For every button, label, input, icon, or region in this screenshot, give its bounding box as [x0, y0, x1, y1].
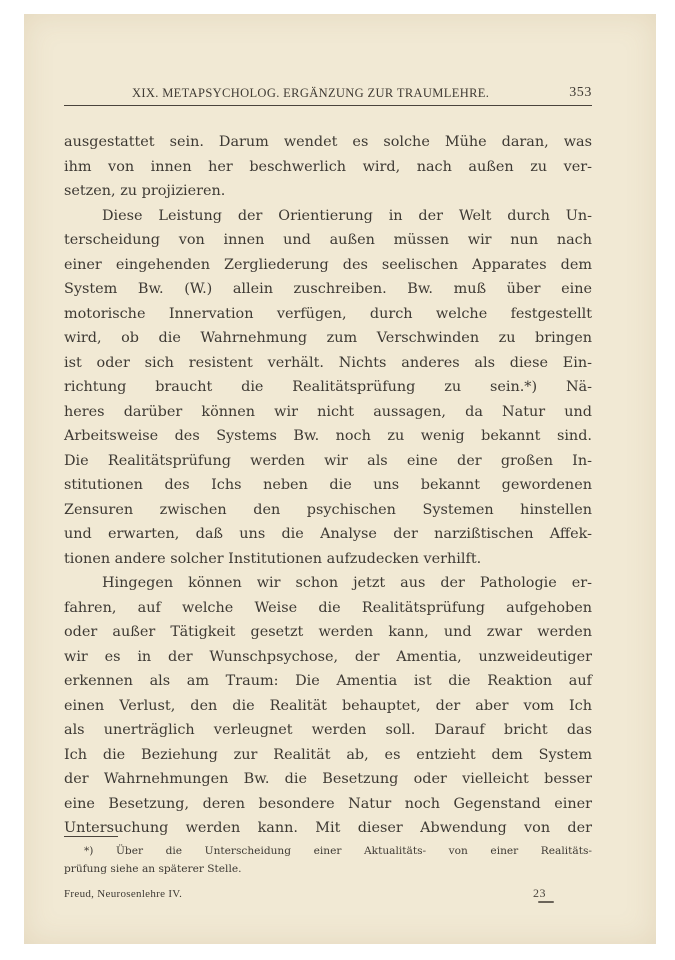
text-line: Ich die Beziehung zur Realität ab, es entzieht dem System	[64, 746, 592, 763]
sheet-number: 23	[533, 886, 546, 900]
text-line: motorische Innervation verfügen, durch welche festgestellt	[64, 305, 592, 322]
text-line: und erwarten, daß uns die Analyse der narzißtischen Affek-	[64, 526, 592, 542]
text-line: setzen, zu projizieren.	[64, 183, 226, 199]
paragraph-start-line: Hingegen können wir schon jetzt aus der Pathologie er-	[102, 575, 592, 591]
text-line: Zensuren zwischen den psychischen Systemen hinstellen	[64, 501, 592, 518]
text-line: fahren, auf welche Weise die Realitätsprüfung aufgehoben	[64, 599, 592, 616]
text-line: ist oder sich resistent verhält. Nichts anderes als diese Ein-	[64, 354, 592, 371]
running-title: XIX. METAPSYCHOLOG. ERGÄNZUNG ZUR TRAUMLEHRE.	[132, 86, 490, 100]
text-line: einen Verlust, den die Realität behauptet, der aber vom Ich	[64, 697, 592, 714]
text-line: Die Realitätsprüfung werden wir als eine der großen In-	[64, 452, 592, 469]
text-line: Untersuchung werden kann. Mit dieser Abwendung von der	[64, 820, 592, 836]
book-page	[24, 14, 656, 944]
text-line: tionen andere solcher Institutionen aufzudecken verhilft.	[64, 550, 482, 567]
text-line: terscheidung von innen und außen müssen wir nun nach	[64, 232, 592, 248]
text-line: System Bw. (W.) allein zuschreiben. Bw. muß über eine	[64, 281, 592, 297]
footnote-divider	[64, 836, 118, 837]
text-line: wir es in der Wunschpsychose, der Amentia, unzweideutiger	[64, 648, 592, 665]
footnote-line: *) Über die Unterscheidung einer Aktualitäts- von einer Realitäts-	[84, 845, 592, 857]
text-line: richtung braucht die Realitätsprüfung zu sein.*) Nä-	[64, 379, 592, 395]
text-line: erkennen als am Traum: Die Amentia ist die Reaktion auf	[64, 673, 592, 689]
text-line: ihm von innen her beschwerlich wird, nach außen zu ver-	[64, 158, 592, 175]
printer-signature: Freud, Neurosenlehre IV.	[64, 888, 183, 900]
page-number: 353	[569, 85, 592, 100]
text-line: als unerträglich verleugnet werden soll. Darauf bricht das	[64, 722, 592, 738]
running-header	[64, 81, 592, 106]
text-line: heres darüber können wir nicht aussagen, da Natur und	[64, 403, 592, 420]
paragraph-start-line: Diese Leistung der Orientierung in der Welt durch Un-	[102, 207, 592, 224]
text-line: wird, ob die Wahrnehmung zum Verschwinden zu bringen	[64, 330, 592, 346]
ink-mark	[538, 901, 554, 903]
text-line: eine Besetzung, deren besondere Natur noch Gegenstand einer	[64, 795, 592, 812]
body-text	[64, 130, 592, 841]
text-line: ausgestattet sein. Darum wendet es solche Mühe daran, was	[64, 134, 592, 150]
footnote	[64, 842, 592, 878]
text-line: der Wahrnehmungen Bw. die Besetzung oder vielleicht besser	[64, 771, 592, 787]
text-line: einer eingehenden Zergliederung des seelischen Apparates dem	[64, 256, 592, 273]
text-line: stitutionen des Ichs neben die uns bekannt gewordenen	[64, 477, 592, 493]
text-line: Arbeitsweise des Systems Bw. noch zu wenig bekannt sind.	[64, 428, 592, 444]
text-line: oder außer Tätigkeit gesetzt werden kann, und zwar werden	[64, 624, 592, 640]
footnote-line: prüfung siehe an späterer Stelle.	[64, 863, 242, 875]
